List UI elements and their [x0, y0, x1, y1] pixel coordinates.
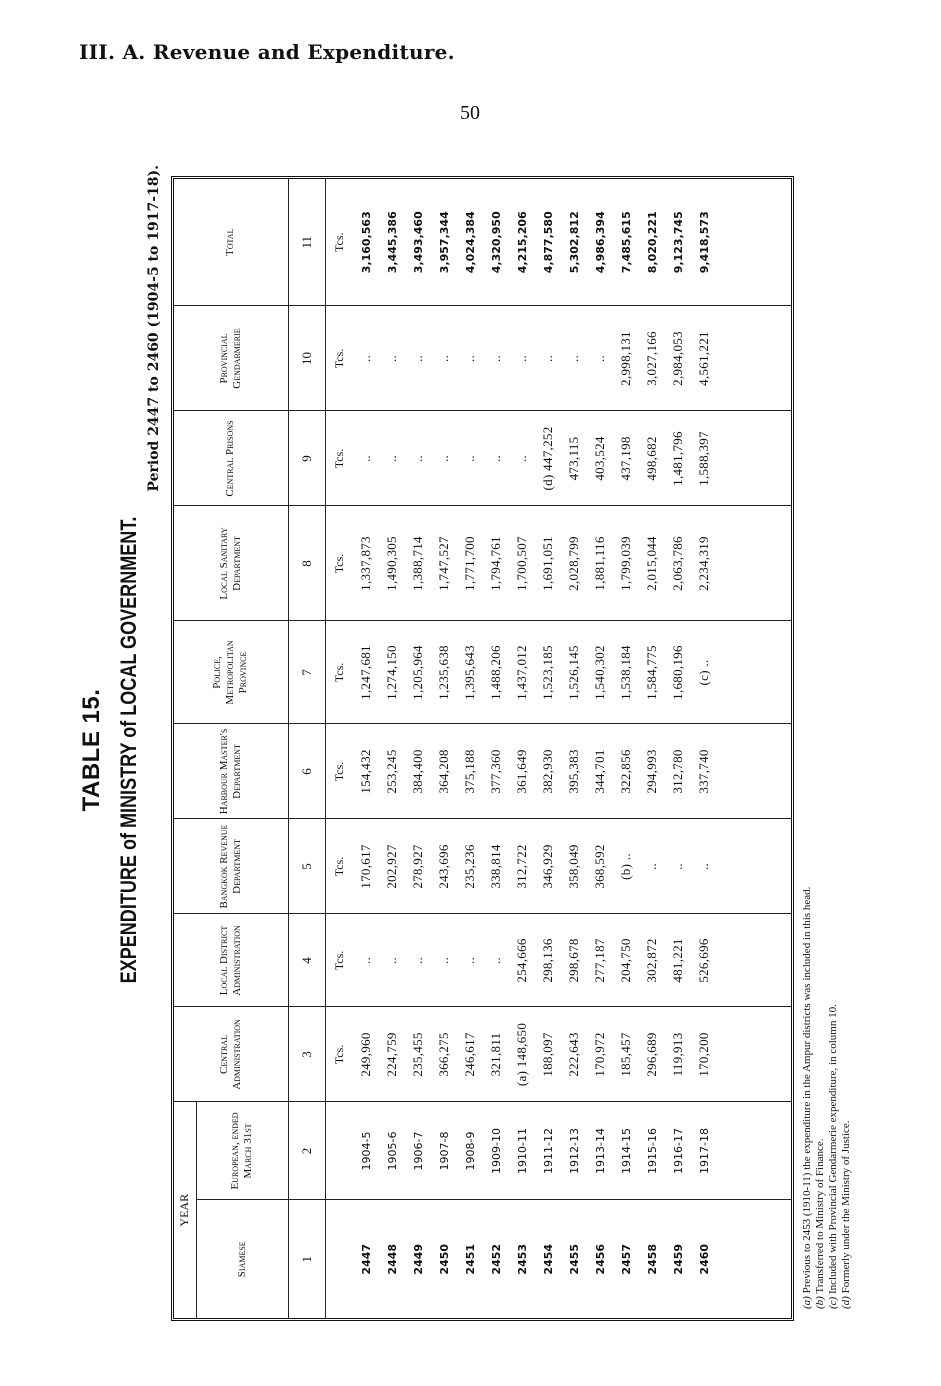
table-cell: 2456 [593, 1243, 607, 1275]
table-cell: 1,680,196 [665, 621, 691, 724]
unit-cell: Tcs. [325, 506, 353, 621]
col-number: 11 [288, 179, 325, 306]
table-cell: 235,455 [405, 1007, 431, 1102]
table-cell: 368,592 [587, 819, 613, 914]
table-row [613, 179, 639, 1318]
table-cell: 2452 [489, 1243, 503, 1275]
rotated-table-page [70, 165, 852, 1335]
table-cell: 312,780 [665, 724, 691, 819]
table-cell: 4,877,580 [535, 179, 561, 306]
footnote-mark: (b) [814, 1296, 826, 1309]
table-cell: 2455 [567, 1243, 581, 1275]
table-cell: 3,493,460 [405, 179, 431, 306]
table-cell: 403,524 [587, 411, 613, 506]
table-cell: 254,666 [509, 914, 535, 1007]
table-cell: 278,927 [405, 819, 431, 914]
table-cell: 375,188 [457, 724, 483, 819]
table-cell: 337,740 [691, 724, 717, 819]
unit-cell: Tcs. [325, 819, 353, 914]
table-cell: .. [457, 306, 483, 411]
table-cell: 246,617 [457, 1007, 483, 1102]
table-cell: 1,388,714 [405, 506, 431, 621]
table-cell: 1908-9 [457, 1102, 483, 1200]
table-cell: 8,020,221 [639, 179, 665, 306]
table-cell: .. [483, 306, 509, 411]
table-cell: (a) 148,650 [509, 1007, 535, 1102]
footnote-mark: (d) [840, 1296, 852, 1309]
table-cell: 382,930 [535, 724, 561, 819]
table-cell: 5,302,812 [561, 179, 587, 306]
footnote-mark: (c) [827, 1296, 839, 1309]
footnote-text: Formerly under the Ministry of Justice. [840, 1120, 852, 1294]
table-cell: .. [535, 306, 561, 411]
table-cell: 302,872 [639, 914, 665, 1007]
footnote [827, 887, 840, 1309]
unit-cell: Tcs. [325, 914, 353, 1007]
table-cell: 253,245 [379, 724, 405, 819]
table-cell: 312,722 [509, 819, 535, 914]
table-cell: 1,538,184 [613, 621, 639, 724]
table-cell: 1915-16 [639, 1102, 665, 1200]
table-cell: 322,856 [613, 724, 639, 819]
table-row [431, 179, 457, 1318]
table-cell: 119,913 [665, 1007, 691, 1102]
table-cell: 338,814 [483, 819, 509, 914]
table-row [691, 179, 717, 1318]
section-heading: III. A. Revenue and Expenditure. [79, 40, 455, 64]
table-cell: 2454 [541, 1243, 555, 1275]
page-number: 50 [460, 102, 480, 124]
table-cell: .. [457, 411, 483, 506]
col-number: 10 [288, 306, 325, 411]
table-cell: 1,881,116 [587, 506, 613, 621]
footnote [840, 887, 853, 1309]
col-header-9: Central Prisons [174, 411, 288, 506]
table-cell: 2450 [437, 1243, 451, 1275]
col-number: 3 [288, 1007, 325, 1102]
table-cell: (c) .. [691, 621, 717, 724]
table-cell: 224,759 [379, 1007, 405, 1102]
table-cell: 1,523,185 [535, 621, 561, 724]
table-filler-row [717, 179, 791, 1318]
col-header-6: Harbour Master's Department [174, 724, 288, 819]
table-cell: 2,028,799 [561, 506, 587, 621]
table-cell: 3,160,563 [353, 179, 379, 306]
table-cell [717, 1102, 791, 1200]
table-cell: 1,794,761 [483, 506, 509, 621]
col-header-4: Local District Administration [174, 914, 288, 1007]
col-number: 7 [288, 621, 325, 724]
table-cell: 235,236 [457, 819, 483, 914]
col-number: 4 [288, 914, 325, 1007]
table-cell: 1,395,643 [457, 621, 483, 724]
table-cell: 1910-11 [509, 1102, 535, 1200]
table-cell: 296,689 [639, 1007, 665, 1102]
table-cell: 188,097 [535, 1007, 561, 1102]
footnote-text: Included with Provincial Gendarmerie expenditure, in column 10. [827, 1004, 839, 1295]
table-cell: 1,691,051 [535, 506, 561, 621]
table-cell: 1906-7 [405, 1102, 431, 1200]
table-cell: 1912-13 [561, 1102, 587, 1200]
col-header-1: Siamese [196, 1200, 288, 1318]
table-cell: .. [431, 914, 457, 1007]
table-cell: 1,700,507 [509, 506, 535, 621]
table-cell: 9,418,573 [691, 179, 717, 306]
table-row [509, 179, 535, 1318]
table-cell: .. [509, 411, 535, 506]
table-cell: 2449 [411, 1243, 425, 1275]
col-header-8: Local Sanitary Department [174, 506, 288, 621]
table-cell: 298,136 [535, 914, 561, 1007]
table-cell: 321,811 [483, 1007, 509, 1102]
table-cell: .. [587, 306, 613, 411]
table-cell: 1,540,302 [587, 621, 613, 724]
table-cell: .. [457, 914, 483, 1007]
table-cell: .. [561, 306, 587, 411]
table-row [639, 179, 665, 1318]
table-cell: 3,957,344 [431, 179, 457, 306]
table-cell: 1,526,145 [561, 621, 587, 724]
table-cell: .. [691, 819, 717, 914]
table-cell: 1,490,305 [379, 506, 405, 621]
table-cell: .. [379, 914, 405, 1007]
table-cell: 294,993 [639, 724, 665, 819]
table-cell: .. [353, 306, 379, 411]
table-cell: 1,437,012 [509, 621, 535, 724]
table-cell [717, 914, 791, 1007]
col-header-10: Provincial Gendarmerie [174, 306, 288, 411]
table-cell [717, 179, 791, 306]
col-number: 6 [288, 724, 325, 819]
table-cell: 170,200 [691, 1007, 717, 1102]
table-cell: 1,799,039 [613, 506, 639, 621]
col-number: 8 [288, 506, 325, 621]
table-cell: 1904-5 [353, 1102, 379, 1200]
table-cell: 526,696 [691, 914, 717, 1007]
table-row [561, 179, 587, 1318]
table-cell: 202,927 [379, 819, 405, 914]
table-cell: 395,383 [561, 724, 587, 819]
footnote-text: Transferred to Ministry of Finance. [814, 1138, 826, 1294]
table-cell [717, 306, 791, 411]
table-cell: .. [509, 306, 535, 411]
table-row [353, 179, 379, 1318]
footnote-mark: (a) [801, 1296, 813, 1309]
table-cell: 1,488,206 [483, 621, 509, 724]
table-cell: 346,929 [535, 819, 561, 914]
table-cell: .. [353, 411, 379, 506]
table-cell: 2460 [697, 1243, 711, 1275]
col-number: 1 [288, 1200, 325, 1318]
table-cell: 344,701 [587, 724, 613, 819]
unit-cell: Tcs. [325, 411, 353, 506]
table-cell: 1916-17 [665, 1102, 691, 1200]
table-cell: 364,208 [431, 724, 457, 819]
col-number: 9 [288, 411, 325, 506]
footnote [814, 887, 827, 1309]
table-cell [717, 506, 791, 621]
table-cell: (d) 447,252 [535, 411, 561, 506]
table-cell: 361,649 [509, 724, 535, 819]
year-group-header: YEAR [174, 1102, 196, 1318]
table-cell: .. [639, 819, 665, 914]
table-cell: 4,320,950 [483, 179, 509, 306]
table-cell: 1,481,796 [665, 411, 691, 506]
table-cell: .. [379, 411, 405, 506]
table-cell: 1,747,527 [431, 506, 457, 621]
table-cell [717, 621, 791, 724]
table-cell: 384,400 [405, 724, 431, 819]
table-cell: .. [431, 411, 457, 506]
table-cell: 1914-15 [613, 1102, 639, 1200]
table-cell: 2447 [359, 1243, 373, 1275]
col-header-2: European, ended March 31st [196, 1102, 288, 1200]
table-cell: 1911-12 [535, 1102, 561, 1200]
table-period: Period 2447 to 2460 (1904-5 to 1917-18). [146, 165, 162, 492]
col-number: 2 [288, 1102, 325, 1200]
table-cell: 3,027,166 [639, 306, 665, 411]
table-cell: 3,445,386 [379, 179, 405, 306]
table-cell: 2453 [515, 1243, 529, 1275]
table-cell: .. [405, 411, 431, 506]
table-cell: .. [405, 306, 431, 411]
table-row [483, 179, 509, 1318]
table-cell: 1,337,873 [353, 506, 379, 621]
table-cell: .. [431, 306, 457, 411]
table-cell [717, 1200, 791, 1318]
table-cell: 170,617 [353, 819, 379, 914]
table-cell: 1913-14 [587, 1102, 613, 1200]
table-cell: 1,235,638 [431, 621, 457, 724]
table-cell: 1,588,397 [691, 411, 717, 506]
table-cell: .. [353, 914, 379, 1007]
table-row [405, 179, 431, 1318]
table-cell: 298,678 [561, 914, 587, 1007]
unit-cell: Tcs. [325, 179, 353, 306]
col-header-5: Bangkok Revenue Department [174, 819, 288, 914]
table-cell: (b) .. [613, 819, 639, 914]
table-cell: 4,561,221 [691, 306, 717, 411]
col-header-11: Total [174, 179, 288, 306]
unit-cell [325, 1200, 353, 1318]
table-cell: 9,123,745 [665, 179, 691, 306]
table-row [457, 179, 483, 1318]
table-cell: 473,115 [561, 411, 587, 506]
table-cell: 2,234,319 [691, 506, 717, 621]
unit-cell [325, 1102, 353, 1200]
table-cell: 4,986,394 [587, 179, 613, 306]
table-cell: 243,696 [431, 819, 457, 914]
footnotes [801, 887, 853, 1309]
table-cell: .. [665, 819, 691, 914]
table-cell: 437,198 [613, 411, 639, 506]
table-cell: 2,998,131 [613, 306, 639, 411]
unit-cell: Tcs. [325, 306, 353, 411]
footnote-text: Previous to 2453 (1910-11) the expenditure in the Ampur districts was included in this head. [801, 886, 813, 1294]
table-cell: 4,024,384 [457, 179, 483, 306]
table-cell: 2451 [463, 1243, 477, 1275]
table-cell: 2,063,786 [665, 506, 691, 621]
table-cell: 2,015,044 [639, 506, 665, 621]
table-cell [717, 724, 791, 819]
table-cell: 2448 [385, 1243, 399, 1275]
table-cell: 1,274,150 [379, 621, 405, 724]
table-cell: 2457 [619, 1243, 633, 1275]
table-cell [717, 819, 791, 914]
table-cell: 377,360 [483, 724, 509, 819]
table-cell: .. [405, 914, 431, 1007]
table-cell: 1909-10 [483, 1102, 509, 1200]
table-cell: 1907-8 [431, 1102, 457, 1200]
table-cell: .. [483, 411, 509, 506]
table-frame [171, 176, 794, 1321]
footnote [801, 887, 814, 1309]
table-cell: 204,750 [613, 914, 639, 1007]
table-cell: .. [379, 306, 405, 411]
table-row [587, 179, 613, 1318]
table-cell: 4,215,206 [509, 179, 535, 306]
table-cell: 1,205,964 [405, 621, 431, 724]
unit-cell: Tcs. [325, 724, 353, 819]
table-cell: 366,275 [431, 1007, 457, 1102]
table-cell: 1,584,775 [639, 621, 665, 724]
table-cell: 7,485,615 [613, 179, 639, 306]
table-cell: 185,457 [613, 1007, 639, 1102]
table-title: EXPENDITURE of MINISTRY of LOCAL GOVERNMENT. [116, 516, 141, 984]
table-cell [717, 1007, 791, 1102]
table-cell [717, 411, 791, 506]
table-row [379, 179, 405, 1318]
table-cell: 1917-18 [691, 1102, 717, 1200]
expenditure-table [174, 179, 791, 1318]
table-cell: 481,221 [665, 914, 691, 1007]
col-number: 5 [288, 819, 325, 914]
table-row [535, 179, 561, 1318]
table-cell: 1,247,681 [353, 621, 379, 724]
unit-cell: Tcs. [325, 621, 353, 724]
table-cell: 277,187 [587, 914, 613, 1007]
col-header-3: Central Administration [174, 1007, 288, 1102]
table-label: TABLE 15. [78, 688, 105, 812]
table-cell: 2458 [645, 1243, 659, 1275]
table-cell: 170,972 [587, 1007, 613, 1102]
table-cell: 2,984,053 [665, 306, 691, 411]
table-cell: 1,771,700 [457, 506, 483, 621]
table-cell: 1905-6 [379, 1102, 405, 1200]
table-cell: 154,432 [353, 724, 379, 819]
table-cell: 222,643 [561, 1007, 587, 1102]
table-cell: 249,960 [353, 1007, 379, 1102]
unit-cell: Tcs. [325, 1007, 353, 1102]
table-cell: 498,682 [639, 411, 665, 506]
table-cell: 358,049 [561, 819, 587, 914]
table-row [665, 179, 691, 1318]
col-header-7: Police, Metropolitan Province [174, 621, 288, 724]
table-cell: .. [483, 914, 509, 1007]
table-cell: 2459 [671, 1243, 685, 1275]
